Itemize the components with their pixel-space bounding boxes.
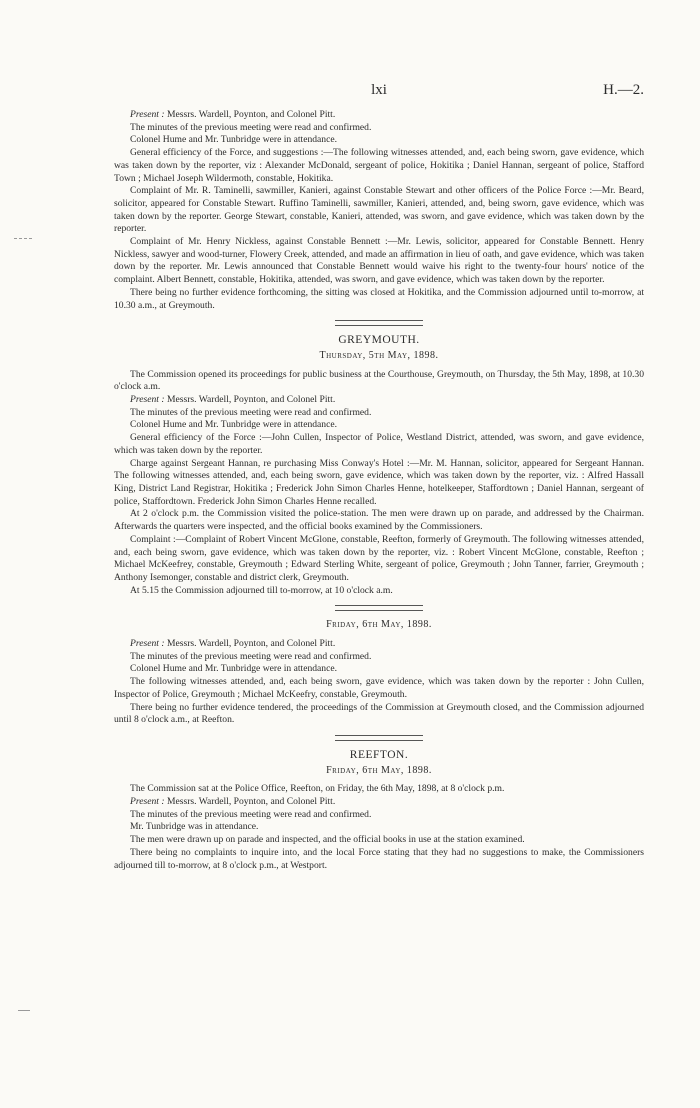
section-heading: GREYMOUTH. [338,334,420,347]
paragraph: Complaint of Mr. R. Taminelli, sawmiller, Kanieri, against Constable Stewart and other officers of the Police Force :—Mr. Beard, solicitor, appeared for Constable Stewart. Ruffino Taminelli, sawmiller, Kanieri, attended, and, being sworn, gave evidence, which was taken down by the reporter. George Stewart, constable, Kanieri, attended, was sworn, and gave evidence, which was taken down by the reporter. [114,185,644,235]
present-label: Present : [130,796,165,808]
minutes-line: The minutes of the previous meeting were read and confirmed. [130,406,372,418]
opening-paragraph: The Commission opened its proceedings for public business at the Courthouse, Greymouth, on Thursday, the 5th May, 1898, at 10.30 o'clock a.m. [114,368,644,393]
paragraph: General efficiency of the Force, and suggestions :—The following witnesses attended, and, each being sworn, gave evidence, which was taken down by the reporter, viz : Alexander McDonald, sergeant of police, Hokitika ; Daniel Hannan, sergeant of police, Stafford Town ; Michael Joseph Wildermoth, constable, Hokitika. [114,147,644,184]
hokitika-section [114,109,644,312]
present-names: Messrs. Wardell, Poynton, and Colonel Pitt. [164,638,336,650]
minutes-line: The minutes of the previous meeting were read and confirmed. [130,650,372,662]
paragraph: The following witnesses attended, and, each being sworn, gave evidence, which was taken down by the reporter : John Cullen, Inspector of Police, Greymouth ; Michael McKeefry, constable, Greymouth. [114,676,644,700]
present-label: Present : [130,394,165,406]
present-line [114,638,644,651]
paragraph: There being no further evidence tendered, the proceedings of the Commission at Greymouth closed, and the Commission adjourned until 8 o'clock a.m., at Reefton. [114,701,644,726]
section-heading: REEFTON. [349,748,409,761]
greymouth-section [114,334,644,597]
paragraph: General efficiency of the Force :—John Cullen, Inspector of Police, Westland District, attended, was sworn, and gave evidence, which was taken down by the reporter. [114,432,644,456]
minutes-line: The minutes of the previous meeting were read and confirmed. [130,808,372,820]
section-divider [335,605,423,611]
paragraph: At 2 o'clock p.m. the Commission visited the police-station. The men were drawn up on parade, and addressed by the Chairman. Afterwards the quarters were inspected, and the official books examined by the Commissioners. [114,508,644,533]
present-names: Messrs. Wardell, Poynton, and Colonel Pitt. [164,796,336,808]
present-label: Present : [130,638,165,650]
present-names: Messrs. Wardell, Poynton, and Colonel Pitt. [164,394,336,406]
minutes-line: The minutes of the previous meeting were read and confirmed. [130,121,372,133]
paragraph: Complaint :—Complaint of Robert Vincent McGlone, constable, Reefton, formerly of Greymouth. The following witnesses attended, and, each being sworn, gave evidence, which was taken down by the reporter, viz. : Robert Vincent McGlone, constable, Reefton ; Michael McKeefrey, constable, Greymouth ; Edward Sterling White, sergeant of police, Greymouth ; John Tanner, farrier, Greymouth ; Anthony Isemonger, constable and district clerk, Greymouth. [114,533,644,583]
paragraph: There being no complaints to inquire into, and the local Force stating that they had no suggestions to make, the Commissioners adjourned till to-morrow, at 8 o'clock p.m., at Westport. [114,846,644,871]
present-label: Present : [130,109,165,120]
margin-mark [14,238,32,239]
section-divider [335,320,423,326]
greymouth-friday-section [114,619,644,727]
paragraph: Complaint of Mr. Henry Nickless, against Constable Bennett :—Mr. Lewis, solicitor, appeared for Constable Bennett. Henry Nickless, sawyer and wood-turner, Flowery Creek, attended, and made an affirmation in lieu of oath, and gave evidence, which was taken down by the reporter. Mr. Lewis announced that Constable Bennett would waive his right to the twenty-four hours' notice of the complaint. Albert Bennett, constable, Hokitika, attended, was sworn, and gave evidence, which was taken down by the reporter. [114,236,644,286]
present-names: Messrs. Wardell, Poynton, and Colonel Pitt. [164,109,336,120]
attendance-line: Colonel Hume and Mr. Tunbridge were in attendance. [130,663,338,675]
attendance-line: Colonel Hume and Mr. Tunbridge were in attendance. [130,134,338,146]
section-date: Thursday, 5th May, 1898. [319,349,439,361]
paragraph: At 5.15 the Commission adjourned till to-morrow, at 10 o'clock a.m. [130,584,393,596]
page-number: lxi [371,82,387,98]
attendance-line: Colonel Hume and Mr. Tunbridge were in attendance. [130,419,338,431]
section-date: Friday, 6th May, 1898. [326,764,432,776]
opening-paragraph: The Commission sat at the Police Office, Reefton, on Friday, the 6th May, 1898, at 8 o'clock p.m. [130,783,505,795]
present-line [114,109,644,122]
attendance-line: Mr. Tunbridge was in attendance. [130,821,259,833]
margin-mark [18,1010,30,1011]
paragraph: There being no further evidence forthcoming, the sitting was closed at Hokitika, and the Commission adjourned until to-morrow, at 10.30 a.m., at Greymouth. [114,286,644,311]
paragraph: The men were drawn up on parade and inspected, and the official books in use at the station examined. [130,834,525,846]
present-line [114,394,644,407]
section-divider [335,735,423,741]
document-body [114,82,644,872]
reefton-section [114,749,644,872]
paragraph: Charge against Sergeant Hannan, re purchasing Miss Conway's Hotel :—Mr. M. Hannan, solicitor, appeared for Sergeant Hannan. The following witnesses attended, and, each being sworn, gave evidence, which was taken down by the reporter, viz. : Alfred Hassall King, District Land Registrar, Hokitika ; Frederick John Simon Charles Henne, hotelkeeper, Staffordtown ; Daniel Hannan, sergeant of police, Staffordtown. Frederick John Simon Charles Henne recalled. [114,457,644,507]
document-reference: H.—2. [603,82,644,98]
present-line [114,796,644,809]
section-date: Friday, 6th May, 1898. [326,619,432,631]
